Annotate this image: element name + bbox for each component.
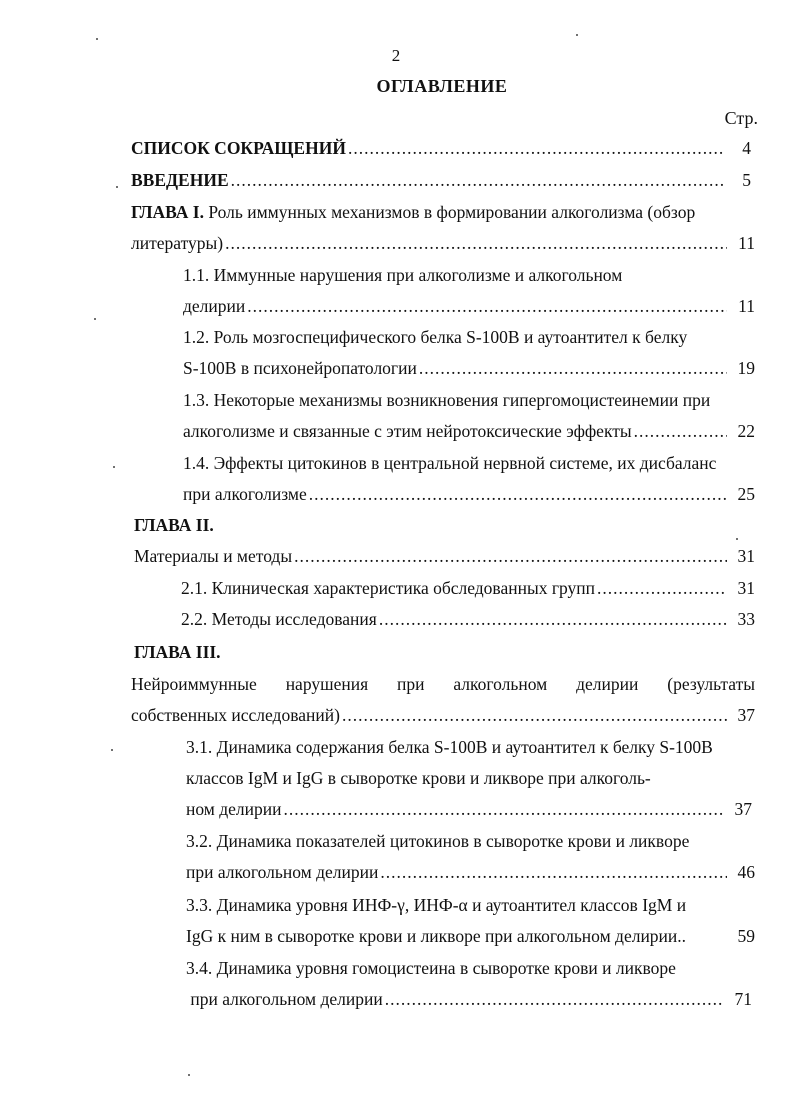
- toc-entry-chapter-1-cont: [131, 233, 755, 257]
- toc-entry-1-2-cont: [183, 358, 755, 382]
- chapter-3-heading: ГЛАВА III.: [134, 642, 221, 662]
- toc-entry-3-3-cont: [186, 926, 755, 950]
- page-number: 2: [391, 46, 401, 65]
- dot-leader: [379, 609, 727, 630]
- dot-leader: [634, 421, 727, 442]
- entry-page: 11: [738, 296, 755, 316]
- toc-entry-3-1: 3.1. Динамика содержания белка S-100B и аутоантител к белку S-100B: [186, 737, 713, 757]
- toc-entry-1-4-cont: [183, 484, 755, 508]
- word: Нейроиммунные: [131, 674, 257, 694]
- toc-entry-1-2: 1.2. Роль мозгоспецифического белка S-100B и аутоантител к белку: [183, 327, 688, 347]
- entry-page: 71: [734, 989, 752, 1009]
- scan-speck: [188, 1074, 190, 1076]
- toc-entry-3-1-line2: классов IgM и IgG в сыворотке крови и ликворе при алкоголь-: [186, 768, 651, 788]
- scan-speck: [94, 318, 96, 320]
- entry-label-cont: литературы): [131, 233, 224, 253]
- word: делирии: [576, 674, 639, 694]
- word: нарушения: [285, 674, 369, 694]
- toc-entry-chapter-3: [131, 674, 755, 698]
- toc-entry-2-2: [181, 609, 755, 633]
- entry-label-cont: делирии: [183, 296, 246, 316]
- entry-label-cont: ном делирии: [186, 799, 282, 819]
- scan-speck: [111, 749, 113, 751]
- dot-leader: [380, 862, 727, 883]
- entry-label-cont: при алкогольном делирии: [186, 989, 383, 1009]
- page-column-label: Стр.: [724, 108, 758, 128]
- chapter-prefix: ГЛАВА I.: [131, 202, 204, 222]
- entry-page: 19: [737, 358, 755, 378]
- entry-label-cont: собственных исследований): [131, 705, 340, 725]
- toc-entry-3-4-cont: [186, 989, 752, 1013]
- toc-entry-abbreviations: [131, 138, 751, 162]
- chapter-2-heading: ГЛАВА II.: [134, 515, 214, 535]
- toc-entry-1-1-cont: [183, 296, 755, 320]
- toc-entry-3-2: 3.2. Динамика показателей цитокинов в сыворотке крови и ликворе: [186, 831, 690, 851]
- entry-label-cont: при алкоголизме: [183, 484, 307, 504]
- entry-page: 46: [737, 862, 755, 882]
- word: при: [397, 674, 425, 694]
- toc-title: ОГЛАВЛЕНИЕ: [376, 76, 508, 96]
- dot-leader: [294, 546, 727, 567]
- toc-entry-3-2-cont: [186, 862, 755, 886]
- toc-entry-chapter-3-cont: [131, 705, 755, 729]
- entry-label-cont: при алкогольном делирии: [186, 862, 379, 882]
- dot-leader: [597, 578, 727, 599]
- entry-label-cont: IgG к ним в сыворотке крови и ликворе при алкогольном делирии..: [186, 926, 687, 946]
- entry-label: 2.2. Методы исследования: [181, 609, 377, 629]
- dot-leader: [348, 138, 723, 159]
- word: алкогольном: [453, 674, 548, 694]
- toc-entry-introduction: [131, 170, 751, 194]
- toc-entry-3-1-cont: [186, 799, 752, 823]
- word: (результаты: [667, 674, 755, 694]
- dot-leader: [247, 296, 727, 317]
- entry-label: 2.1. Клиническая характеристика обследованных групп: [181, 578, 596, 598]
- toc-entry-1-3-cont: [183, 421, 755, 445]
- toc-entry-3-3: 3.3. Динамика уровня ИНФ-γ, ИНФ-α и аутоантител классов IgM и: [186, 895, 687, 915]
- entry-label: Материалы и методы: [134, 546, 293, 566]
- dot-leader: [385, 989, 724, 1010]
- entry-label: СПИСОК СОКРАЩЕНИЙ: [131, 138, 346, 158]
- dot-leader: [419, 358, 727, 379]
- entry-page: 25: [737, 484, 755, 504]
- entry-label: Роль иммунных механизмов в формировании алкоголизма (обзор: [208, 202, 696, 222]
- dot-leader: [225, 233, 727, 254]
- toc-entry-1-1: 1.1. Иммунные нарушения при алкоголизме и алкогольном: [183, 265, 623, 285]
- entry-page: 37: [734, 799, 752, 819]
- entry-page: 31: [737, 546, 755, 566]
- entry-page: 31: [737, 578, 755, 598]
- entry-page: 37: [737, 705, 755, 725]
- entry-page: 5: [742, 170, 751, 190]
- entry-label-cont: S-100B в психонейропатологии: [183, 358, 417, 378]
- toc-entry-1-3: 1.3. Некоторые механизмы возникновения гипергомоцистеинемии при: [183, 390, 711, 410]
- toc-entry-2-1: [181, 578, 755, 602]
- scan-speck: [736, 538, 738, 540]
- toc-entry-chapter-2: [134, 546, 755, 570]
- toc-entry-3-4: 3.4. Динамика уровня гомоцистеина в сыворотке крови и ликворе: [186, 958, 676, 978]
- entry-page: 33: [737, 609, 755, 629]
- toc-entry-chapter-1: [131, 202, 695, 226]
- entry-page: 59: [737, 926, 755, 946]
- entry-page: 22: [737, 421, 755, 441]
- scan-speck: [113, 466, 115, 468]
- dot-leader: [342, 705, 727, 726]
- entry-page: 11: [738, 233, 755, 253]
- dot-leader: [283, 799, 724, 820]
- scan-speck: [96, 38, 98, 40]
- dot-leader: [231, 170, 723, 191]
- scan-speck: [116, 186, 118, 188]
- scan-speck: [576, 34, 578, 36]
- entry-page: 4: [742, 138, 751, 158]
- dot-leader: [309, 484, 727, 505]
- toc-entry-1-4: 1.4. Эффекты цитокинов в центральной нервной системе, их дисбаланс: [183, 453, 717, 473]
- entry-label-cont: алкоголизме и связанные с этим нейротоксические эффекты: [183, 421, 632, 441]
- entry-label: ВВЕДЕНИЕ: [131, 170, 229, 190]
